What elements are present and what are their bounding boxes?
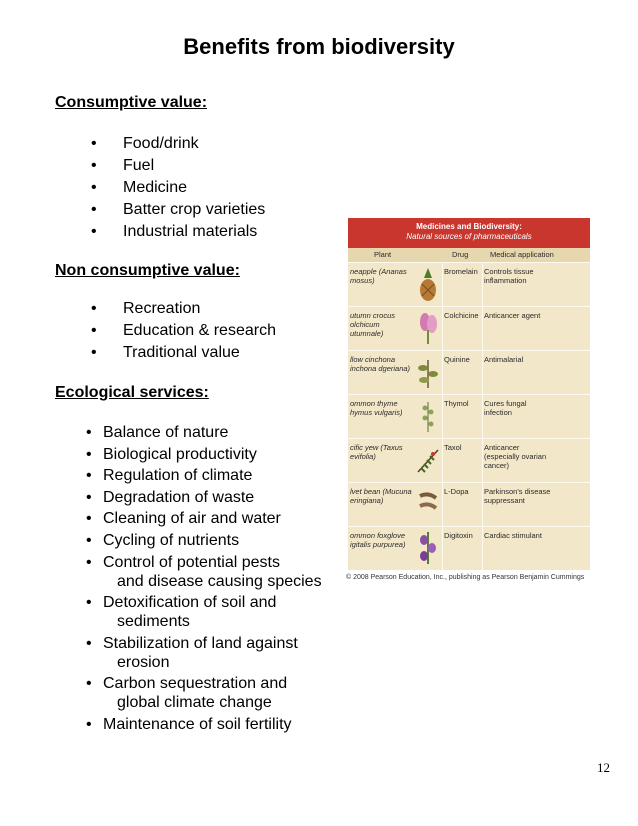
list-item: • Maintenance of soil fertility — [86, 715, 322, 734]
cell-drug: Digitoxin — [444, 531, 473, 540]
medicines-figure — [340, 218, 590, 590]
cell-plant: neapple (Ananas mosus) — [350, 267, 407, 285]
cell-plant: ommon foxglove igitalis purpurea) — [350, 531, 406, 549]
crocus-icon — [416, 310, 440, 346]
cell-drug: L-Dopa — [444, 487, 469, 496]
list-item: • Recreation — [91, 298, 276, 320]
cell-drug: Bromelain — [444, 267, 478, 276]
col-plant: Plant — [374, 250, 392, 259]
list-item: • Batter crop varieties — [91, 199, 265, 221]
table-header — [348, 248, 590, 262]
table-row — [348, 306, 590, 350]
heading-consumptive: Consumptive value: — [55, 94, 208, 111]
page-number: 12 — [597, 760, 610, 775]
figure-title: Medicines and Biodiversity: — [416, 222, 522, 231]
figure-subtitle: Natural sources of pharmaceuticals — [406, 232, 532, 241]
cell-plant: llow cinchona inchona dgeriana) — [350, 355, 411, 373]
non-consumptive-list — [91, 298, 276, 364]
list-item: • Education & research — [91, 320, 276, 342]
cell-application: Anticancer agent — [484, 311, 541, 320]
cell-drug: Taxol — [444, 443, 462, 452]
list-item: • Detoxification of soil and sediments — [86, 593, 322, 631]
thyme-icon — [416, 398, 440, 434]
cell-drug: Thymol — [444, 399, 469, 408]
table-row — [348, 350, 590, 394]
col-drug: Drug — [452, 250, 469, 259]
cinchona-icon — [416, 354, 440, 390]
figure-credit: © 2008 Pearson Education, Inc., publishing as Pearson Benjamin Cummings — [346, 574, 585, 581]
table-row — [348, 526, 590, 570]
list-item: • Traditional value — [91, 342, 276, 364]
pineapple-icon — [416, 266, 440, 302]
cell-application: Parkinson's disease suppressant — [484, 487, 551, 505]
cell-plant: lvet bean (Mucuna eringiana) — [350, 487, 412, 505]
figure-table — [348, 248, 590, 570]
cell-plant: cific yew (Taxus evifolia) — [350, 443, 403, 461]
cell-application: Controls tissue inflammation — [484, 267, 534, 285]
cell-plant: utumn crocus olchicum utumnale) — [350, 311, 396, 338]
figure-header — [348, 218, 590, 248]
foxglove-icon — [416, 530, 440, 566]
list-item: • Food/drink — [91, 133, 265, 155]
table-row — [348, 262, 590, 306]
page-title: Benefits from biodiversity — [183, 34, 455, 59]
list-item: • Stabilization of land against erosion — [86, 634, 322, 672]
list-item: • Cycling of nutrients — [86, 531, 322, 550]
list-item: • Fuel — [91, 155, 265, 177]
cell-application: Anticancer (especially ovarian cancer) — [484, 443, 547, 470]
list-item: • Control of potential pests and disease causing species — [86, 553, 322, 591]
cell-application: Antimalarial — [484, 355, 524, 364]
list-item: • Cleaning of air and water — [86, 509, 322, 528]
cell-plant: ommon thyme hymus vulgaris) — [350, 399, 403, 417]
heading-non-consumptive: Non consumptive value: — [55, 262, 240, 279]
velvet-bean-icon — [416, 486, 440, 522]
heading-ecological: Ecological services: — [55, 384, 209, 401]
list-item: • Carbon sequestration and global climate change — [86, 674, 322, 712]
list-item: • Regulation of climate — [86, 466, 322, 485]
list-item: • Medicine — [91, 177, 265, 199]
table-row — [348, 482, 590, 526]
table-row — [348, 394, 590, 438]
list-item: • Balance of nature — [86, 423, 322, 442]
list-item: • Degradation of waste — [86, 488, 322, 507]
cell-application: Cardiac stimulant — [484, 531, 542, 540]
list-item: • Industrial materials — [91, 221, 265, 243]
cell-drug: Colchicine — [444, 311, 479, 320]
consumptive-list — [91, 133, 265, 243]
ecological-list — [86, 423, 322, 737]
table-row — [348, 438, 590, 482]
cell-drug: Quinine — [444, 355, 470, 364]
cell-application: Cures fungal infection — [484, 399, 527, 417]
col-application: Medical application — [490, 250, 554, 259]
yew-icon — [416, 442, 440, 478]
list-item: • Biological productivity — [86, 445, 322, 464]
